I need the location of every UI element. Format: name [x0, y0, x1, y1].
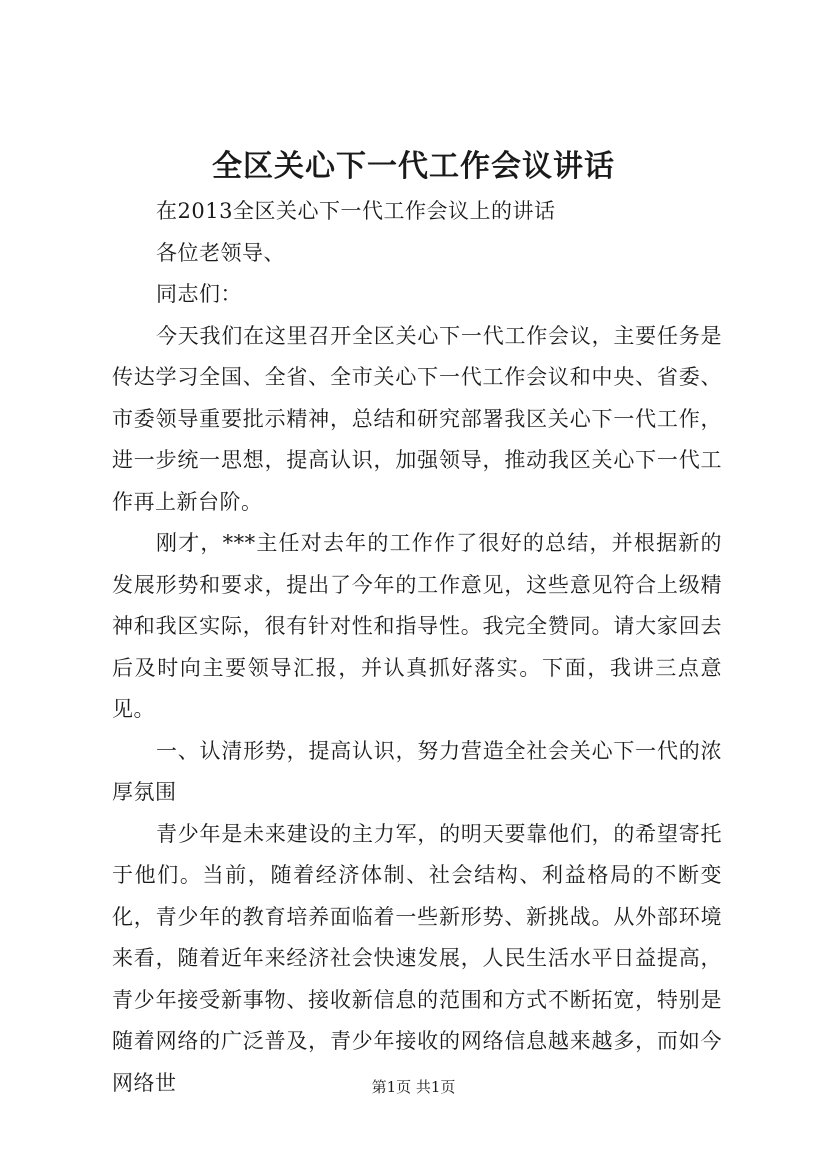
- salutation-line-1: 各位老领导、: [156, 240, 285, 265]
- body-paragraph: 今天我们在这里召开全区关心下一代工作会议，主要任务是传达学习全国、全省、全市关心下一代工作会议和中央、省委、市委领导重要批示精神，总结和研究部署我区关心下一代工作，进一步统一思想，提高认识，加强领导，推动我区关心下一代工作再上新台阶。: [112, 323, 722, 514]
- page-footer: 第1页 共1页: [371, 1078, 456, 1096]
- document-body: [112, 191, 722, 1104]
- document-title: 全区关心下一代工作会议讲话: [212, 149, 615, 184]
- speech-heading: 在2013全区关心下一代工作会议上的讲话: [156, 199, 556, 223]
- body-paragraph: 青少年是未来建设的主力军，的明天要靠他们，的希望寄托于他们。当前，随着经济体制、社会结构、利益格局的不断变化，青少年的教育培养面临着一些新形势、新挑战。从外部环境来看，随着近年来经济社会快速发展，人民生活水平日益提高，青少年接受新事物、接收新信息的范围和方式不断拓宽，特别是随着网络的广泛普及，青少年接收的网络信息越来越多，而如今网络世: [112, 821, 722, 1095]
- section-heading: 一、认清形势，提高认识，努力营造全社会关心下一代的浓厚氛围: [112, 738, 722, 804]
- salutation-line-2: 同志们：: [156, 282, 242, 306]
- body-paragraph: 刚才，***主任对去年的工作作了很好的总结，并根据新的发展形势和要求，提出了今年的工作意见，这些意见符合上级精神和我区实际，很有针对性和指导性。我完全赞同。请大家回去后及时向主要领导汇报，并认真抓好落实。下面，我讲三点意见。: [112, 531, 722, 721]
